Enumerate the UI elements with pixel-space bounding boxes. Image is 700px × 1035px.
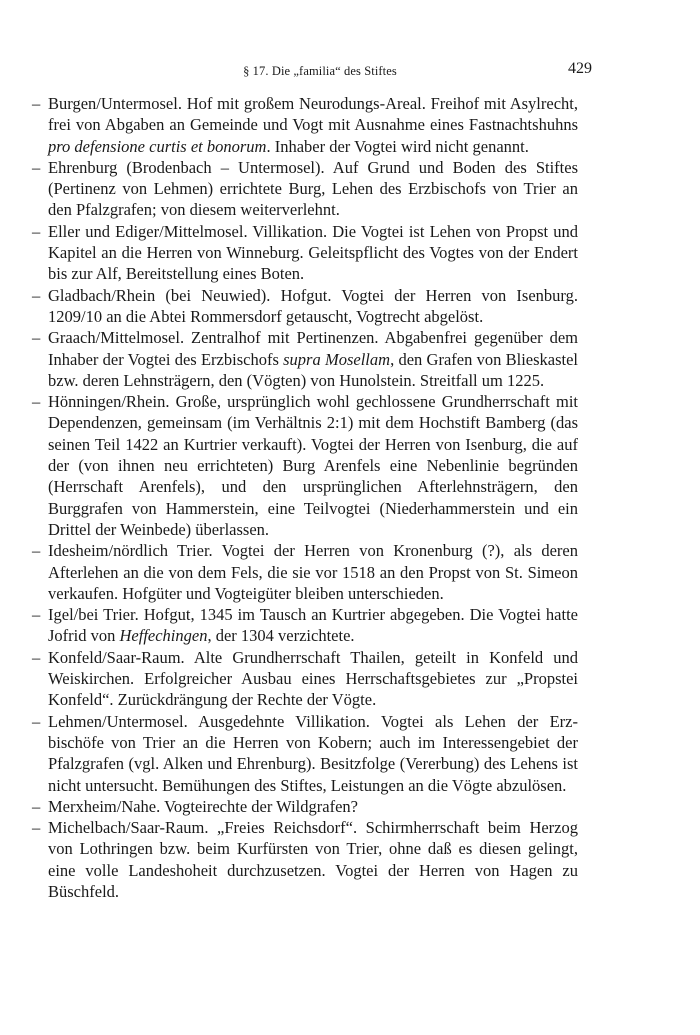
page-number: 429 [568, 60, 592, 77]
entry-text: Eller und Ediger/Mittelmosel. Villikation. Die Vogtei ist Lehen von Propst und Kapitel an die Herren von Winneburg. Geleitspflicht des Vogtes von der Endert bis zur Alf, Bereitstellung eines Boten. [48, 221, 578, 284]
list-dash: – [32, 541, 41, 561]
list-dash: – [32, 392, 41, 412]
entry-text: Igel/bei Trier. Hofgut, 1345 im Tausch an Kurtrier abgegeben. Die Vogtei hatte Jofrid von [48, 605, 578, 646]
entry-text: , der 1304 verzichtete. [207, 626, 355, 646]
entry-text: Graach/Mittelmosel. Zentralhof mit Pertinenzen. Abgabenfrei gegenüber dem Inhaber der Vogtei des Erzbischofs [48, 328, 578, 369]
list-dash: – [32, 285, 41, 305]
list-item [32, 285, 578, 328]
list-item [32, 391, 578, 540]
list-item [32, 796, 578, 817]
list-dash: – [32, 221, 41, 241]
entry-text: . Inhaber der Vogtei wird nicht genannt. [266, 136, 529, 156]
entry-text: Gladbach/Rhein (bei Neuwied). Hofgut. Vogtei der Herren von Isenburg. 1209/10 an die Abtei Rommersdorf getauscht, Vogtrecht abgelöst. [48, 285, 578, 326]
list-item [32, 221, 578, 285]
list-item [32, 711, 578, 796]
italic-latin-phrase: Heffechingen [119, 626, 208, 646]
entry-text: Lehmen/Untermosel. Ausgedehnte Villikation. Vogtei als Lehen der Erzbischöfe von Trier an die Herren von Kobern; auch im Interessengebiet der Pfalzgrafen (vgl. Alken und Ehrenburg). Besitzfolge (Vererbung) des Lehens ist nicht untersucht. Bemühungen des Stiftes, Leistungen an die Vögte abzulösen. [48, 711, 578, 795]
running-title: § 17. Die „familia“ des Stiftes [243, 64, 397, 78]
list-dash: – [32, 605, 41, 625]
list-dash: – [32, 796, 41, 816]
list-item [32, 157, 578, 221]
italic-latin-phrase: supra Mosellam [283, 349, 391, 369]
entry-text: , den Grafen von Blieskastel bzw. deren Lehnsträgern, den (Vögten) von Hunolstein. Streitfall um 1225. [48, 349, 579, 390]
list-item [32, 93, 578, 157]
entry-text: Merxheim/Nahe. Vogteirechte der Wildgrafen? [48, 796, 358, 816]
entry-text: Idesheim/nördlich Trier. Vogtei der Herren von Kronenburg (?), als deren Afterlehen an die von dem Fels, die sie vor 1518 an den Propst von St. Simeon verkaufen. Hofgüter und Vogteigüter bleiben unterschieden. [48, 541, 578, 603]
entry-text: Burgen/Untermosel. Hof mit großem Neurodungs-Areal. Freihof mit Asylrecht, frei von Abgaben an Gemeinde und Vogt mit Ausnahme eines Fastnachtshuhns [48, 94, 578, 135]
list-dash: – [32, 818, 41, 838]
entry-text: Hönningen/Rhein. Große, ursprünglich wohl gechlossene Grundherrschaft mit Dependenzen, gemeinsam (im Verhältnis 2:1) mit dem Hochstift Bamberg (das seinen Teil 1422 an Kurtrier verkauft). Vogtei der Herren von Isenburg, die auf der (von ihnen neu errichteten) Burg Arenfels eine Nebenlinie begründen (Herrschaft Arenfels), und den ursprünglichen Afterlehnsträgern, den Burggrafen von Hammerstein, eine Teilvogtei (Niederhammerstein und ein Drittel der Weinbede) überlassen. [48, 392, 578, 539]
entry-text: Konfeld/Saar-Raum. Alte Grundherrschaft Thailen, geteilt in Konfeld und Weiskirchen. Erfolgreicher Ausbau eines Herrschaftsgebietes zur „Propstei Konfeld“. Zurückdrängung der Rechte der Vögte. [48, 647, 578, 710]
list-item [32, 817, 578, 902]
list-dash: – [32, 711, 41, 731]
list-item [32, 540, 578, 604]
italic-latin-phrase: pro defensione curtis et bonorum [48, 136, 267, 156]
list-dash: – [32, 94, 41, 113]
page-header [48, 60, 592, 86]
list-item [32, 604, 578, 647]
list-dash: – [32, 157, 41, 177]
entry-list [32, 93, 578, 902]
entry-text: Michelbach/Saar-Raum. „Freies Reichsdorf“. Schirmherrschaft beim Herzog von Lothringen bzw. beim Kurfürsten von Trier, ohne daß es diesen gelingt, eine volle Landeshoheit durchzusetzen. Vogtei der Herren von Hagen zu Büschfeld. [48, 818, 578, 901]
list-dash: – [32, 328, 41, 348]
list-dash: – [32, 647, 41, 667]
list-item [32, 327, 578, 391]
list-item [32, 647, 578, 711]
entry-text: Ehrenburg (Brodenbach – Untermosel). Auf Grund und Boden des Stiftes (Pertinenz von Lehmen) errichtete Burg, Lehen des Erzbischofs von Trier an den Pfalzgrafen; von diesem weiterverlehnt. [48, 157, 578, 220]
